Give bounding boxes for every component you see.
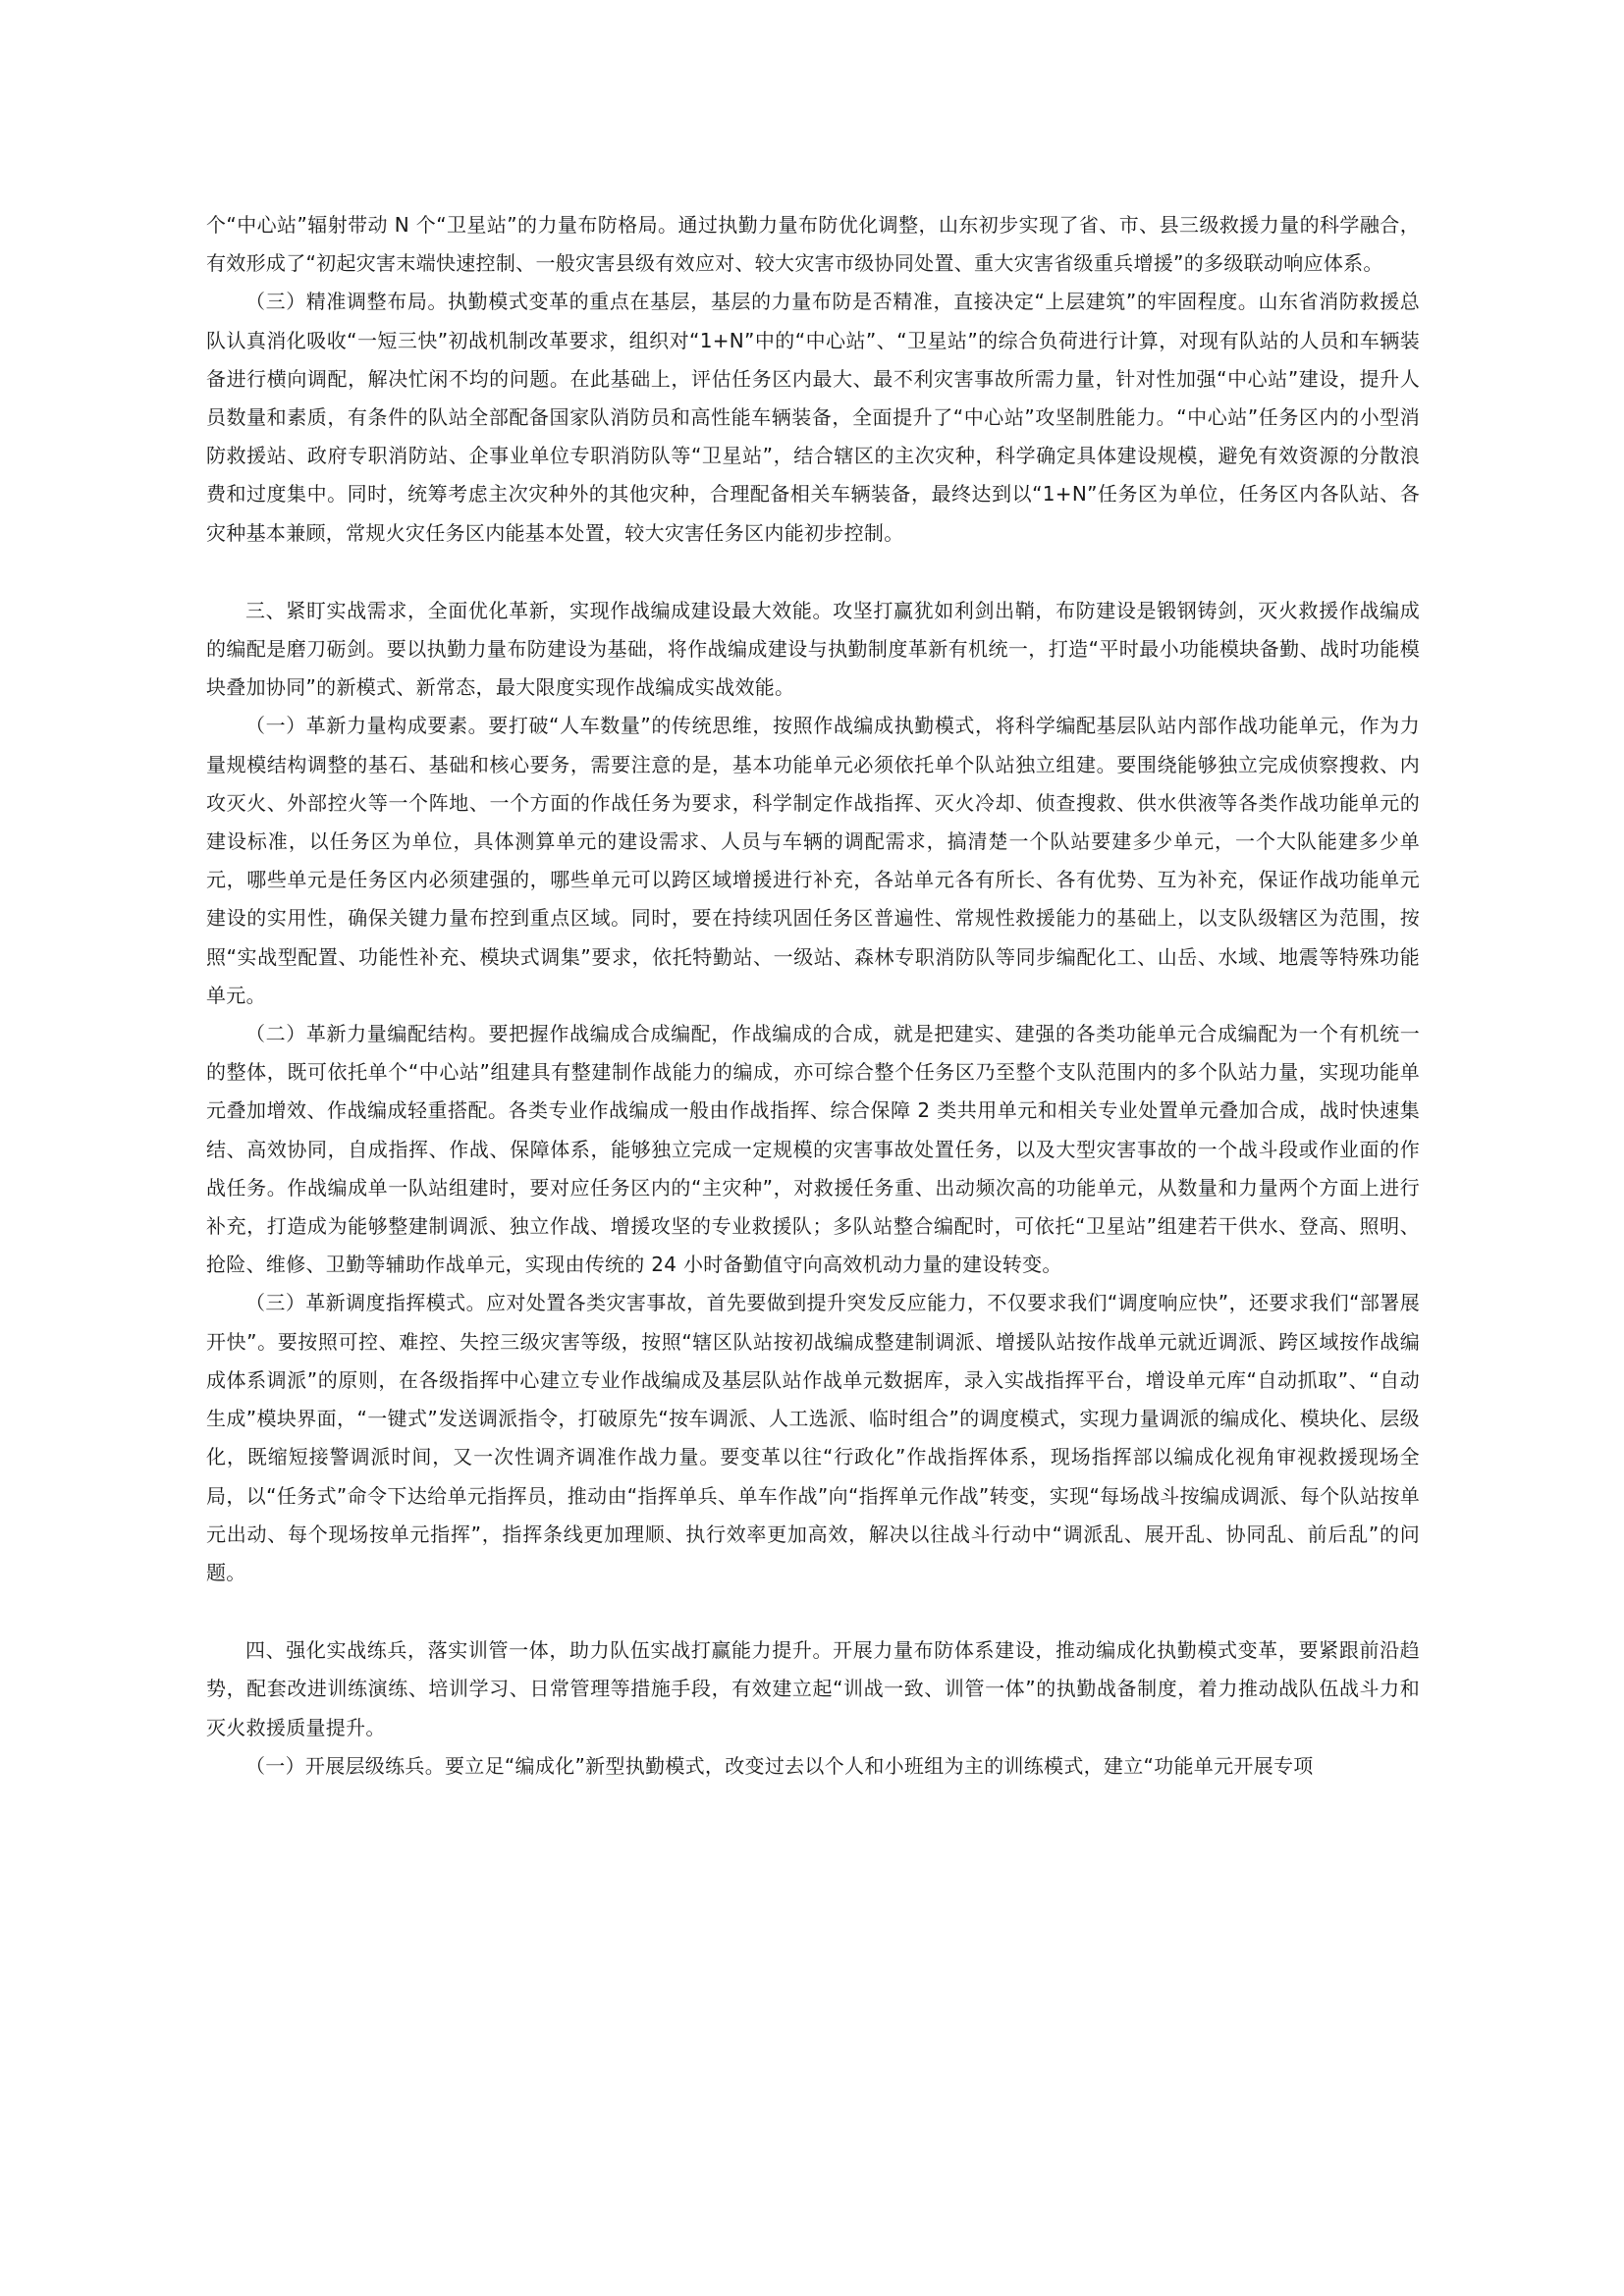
paragraph-section-4: 四、强化实战练兵，落实训管一体，助力队伍实战打赢能力提升。开展力量布防体系建设，推动编成化执勤模式变革，要紧跟前沿趋势，配套改进训练演练、培训学习、日常管理等措施手段，有效建立起“训战一致、训管一体”的执勤战备制度，着力推动战队伍战斗力和灭火救援质量提升。 — [206, 1638, 1420, 1739]
paragraph-subsection-3: （三）精准调整布局。执勤模式变革的重点在基层，基层的力量布防是否精准，直接决定“上层建筑”的牢固程度。山东省消防救援总队认真消化吸收“一短三快”初战机制改革要求，组织对“1+N”中的“中心站”、“卫星站”的综合负荷进行计算，对现有队站的人员和车辆装备进行横向调配，解决忙闲不均的问题。在此基础上，评估任务区内最大、最不利灾害事故所需力量，针对性加强“中心站”建设，提升人员数量和素质，有条件的队站全部配备国家队消防员和高性能车辆装备，全面提升了“中心站”攻坚制胜能力。“中心站”任务区内的小型消防救援站、政府专职消防站、企事业单位专职消防队等“卫星站”，结合辖区的主次灾种，科学确定具体建设规模，避免有效资源的分散浪费和过度集中。同时，统筹考虑主次灾种外的其他灾种，合理配备相关车辆装备，最终达到以“1+N”任务区为单位，任务区内各队站、各灾种基本兼顾，常规火灾任务区内能基本处置，较大灾害任务区内能初步控制。 — [206, 290, 1420, 545]
paragraph-subsection-3b: （三）革新调度指挥模式。应对处置各类灾害事故，首先要做到提升突发反应能力，不仅要求我们“调度响应快”，还要求我们“部署展开快”。要按照可控、难控、失控三级灾害等级，按照“辖区队站按初战编成整建制调派、增援队站按作战单元就近调派、跨区域按作战编成体系调派”的原则，在各级指挥中心建立专业作战编成及基层队站作战单元数据库，录入实战指挥平台，增设单元库“自动抓取”、“自动生成”模块界面，“一键式”发送调派指令，打破原先“按车调派、人工选派、临时组合”的调度模式，实现力量调派的编成化、模块化、层级化，既缩短接警调派时间，又一次性调齐调准作战力量。要变革以往“行政化”作战指挥体系，现场指挥部以编成化视角审视救援现场全局，以“任务式”命令下达给单元指挥员，推动由“指挥单兵、单车作战”向“指挥单元作战”转变，实现“每场战斗按编成调派、每个队站按单元出动、每个现场按单元指挥”，指挥条线更加理顺、执行效率更加高效，解决以往战斗行动中“调派乱、展开乱、协同乱、前后乱”的问题。 — [206, 1291, 1420, 1584]
paragraph-continuation: 个“中心站”辐射带动 N 个“卫星站”的力量布防格局。通过执勤力量布防优化调整，山东初步实现了省、市、县三级救援力量的科学融合，有效形成了“初起灾害末端快速控制、一般灾害县级有效应对、较大灾害市级协同处置、重大灾害省级重兵增援”的多级联动响应体系。 — [206, 213, 1420, 276]
document-page — [206, 206, 1420, 1786]
paragraph-subsection-1b: （一）开展层级练兵。要立足“编成化”新型执勤模式，改变过去以个人和小班组为主的训练模式，建立“功能单元开展专项 — [245, 1753, 1314, 1778]
paragraph-subsection-1: （一）革新力量构成要素。要打破“人车数量”的传统思维，按照作战编成执勤模式，将科学编配基层队站内部作战功能单元，作为力量规模结构调整的基石、基础和核心要务，需要注意的是，基本功能单元必须依托单个队站独立组建。要围绕能够独立完成侦察搜救、内攻灭火、外部控火等一个阵地、一个方面的作战任务为要求，科学制定作战指挥、灭火冷却、侦查搜救、供水供液等各类作战功能单元的建设标准，以任务区为单位，具体测算单元的建设需求、人员与车辆的调配需求，搞清楚一个队站要建多少单元，一个大队能建多少单元，哪些单元是任务区内必须建强的，哪些单元可以跨区域增援进行补充，各站单元各有所长、各有优势、互为补充，保证作战功能单元建设的实用性，确保关键力量布控到重点区域。同时，要在持续巩固任务区普遍性、常规性救援能力的基础上，以支队级辖区为范围，按照“实战型配置、功能性补充、模块式调集”要求，依托特勤站、一级站、森林专职消防队等同步编配化工、山岳、水域、地震等特殊功能单元。 — [206, 714, 1420, 1007]
paragraph-subsection-2: （二）革新力量编配结构。要把握作战编成合成编配，作战编成的合成，就是把建实、建强的各类功能单元合成编配为一个有机统一的整体，既可依托单个“中心站”组建具有整建制作战能力的编成，亦可综合整个任务区乃至整个支队范围内的多个队站力量，实现功能单元叠加增效、作战编成轻重搭配。各类专业作战编成一般由作战指挥、综合保障 2 类共用单元和相关专业处置单元叠加合成，战时快速集结、高效协同，自成指挥、作战、保障体系，能够独立完成一定规模的灾害事故处置任务，以及大型灾害事故的一个战斗段或作业面的作战任务。作战编成单一队站组建时，要对应任务区内的“主灾种”，对救援任务重、出动频次高的功能单元，从数量和力量两个方面上进行补充，打造成为能够整建制调派、独立作战、增援攻坚的专业救援队；多队站整合编配时，可依托“卫星站”组建若干供水、登高、照明、抢险、维修、卫勤等辅助作战单元，实现由传统的 24 小时备勤值守向高效机动力量的建设转变。 — [206, 1022, 1420, 1277]
paragraph-section-3: 三、紧盯实战需求，全面优化革新，实现作战编成建设最大效能。攻坚打赢犹如利剑出鞘，布防建设是锻钢铸剑，灭火救援作战编成的编配是磨刀砺剑。要以执勤力量布防建设为基础，将作战编成建设与执勤制度革新有机统一，打造“平时最小功能模块备勤、战时功能模块叠加协同”的新模式、新常态，最大限度实现作战编成实战效能。 — [206, 598, 1420, 700]
